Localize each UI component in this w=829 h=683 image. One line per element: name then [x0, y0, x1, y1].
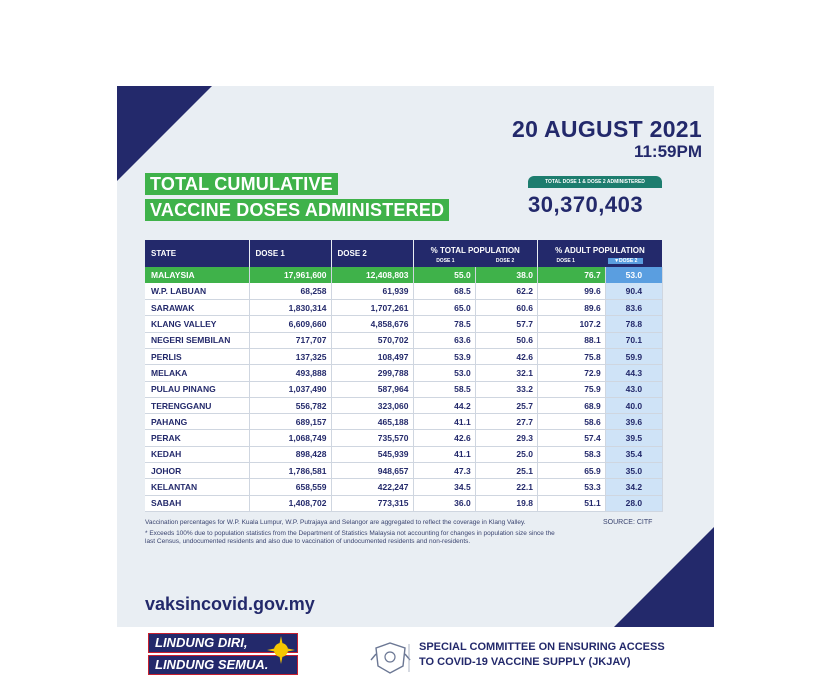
source-label: SOURCE: CITF	[603, 519, 653, 526]
cell-dose2: 4,858,676	[331, 316, 413, 332]
cell-state: W.P. LABUAN	[145, 283, 249, 299]
cell-ad2: 39.6	[605, 414, 662, 430]
cell-tot1: 34.5	[413, 479, 475, 495]
cell-ad1: 75.8	[537, 348, 605, 364]
cell-state: PERLIS	[145, 348, 249, 364]
campaign-logo	[148, 633, 298, 675]
cell-state: KLANG VALLEY	[145, 316, 249, 332]
header-pct-total	[413, 240, 537, 267]
header-state: STATE	[145, 240, 249, 267]
table-row	[145, 348, 663, 364]
time-text: 11:59PM	[633, 142, 702, 161]
cell-ad1: 68.9	[537, 397, 605, 413]
cell-ad1: 75.9	[537, 381, 605, 397]
table-row	[145, 300, 663, 316]
table-row	[145, 283, 663, 299]
cell-tot2: 25.1	[475, 463, 537, 479]
cell-ad2: 83.6	[605, 300, 662, 316]
sun-flag-icon	[266, 635, 296, 665]
cell-dose2: 773,315	[331, 495, 413, 511]
corner-triangle-top-left	[117, 86, 212, 181]
committee-line-1: SPECIAL COMMITTEE ON ENSURING ACCESS	[419, 641, 665, 653]
cell-dose1: 898,428	[249, 446, 331, 462]
report-date	[512, 116, 702, 162]
cell-tot2: 22.1	[475, 479, 537, 495]
cell-dose1: 6,609,660	[249, 316, 331, 332]
cell-state: TERENGGANU	[145, 397, 249, 413]
cell-tot2: 29.3	[475, 430, 537, 446]
cell-tot2: 60.6	[475, 300, 537, 316]
cell-ad2: 78.8	[605, 316, 662, 332]
table-row	[145, 381, 663, 397]
cell-dose2: 735,570	[331, 430, 413, 446]
cell-dose1: 137,325	[249, 348, 331, 364]
cell-tot1: 36.0	[413, 495, 475, 511]
cell-ad1: 88.1	[537, 332, 605, 348]
cell-tot2: 25.7	[475, 397, 537, 413]
cell-ad1: 53.3	[537, 479, 605, 495]
cell-dose2: 61,939	[331, 283, 413, 299]
cell-tot1: 55.0	[413, 267, 475, 283]
total-doses-value: 30,370,403	[528, 192, 644, 217]
cell-tot1: 47.3	[413, 463, 475, 479]
cell-ad1: 72.9	[537, 365, 605, 381]
cell-dose1: 17,961,600	[249, 267, 331, 283]
cell-state: SABAH	[145, 495, 249, 511]
footnotes	[145, 519, 565, 549]
table-row-national	[145, 267, 663, 283]
cell-ad2: 39.5	[605, 430, 662, 446]
cell-tot2: 57.7	[475, 316, 537, 332]
cell-tot1: 65.0	[413, 300, 475, 316]
footnote-aggregation: Vaccination percentages for W.P. Kuala Lumpur, W.P. Putrajaya and Selangor are aggregated to reflect the coverage in Klang Valley.	[145, 519, 526, 526]
cell-ad1: 58.3	[537, 446, 605, 462]
cell-state: SARAWAK	[145, 300, 249, 316]
table-row	[145, 397, 663, 413]
cell-dose2: 12,408,803	[331, 267, 413, 283]
header-dose1: DOSE 1	[249, 240, 331, 267]
committee-line-2: TO COVID-19 VACCINE SUPPLY (JKJAV)	[419, 656, 631, 668]
cell-dose2: 108,497	[331, 348, 413, 364]
cell-ad1: 99.6	[537, 283, 605, 299]
cell-tot1: 78.5	[413, 316, 475, 332]
cell-state: PULAU PINANG	[145, 381, 249, 397]
vaccination-table	[145, 240, 663, 512]
cell-ad2: 90.4	[605, 283, 662, 299]
cell-dose2: 465,188	[331, 414, 413, 430]
table-header-row	[145, 240, 663, 267]
cell-dose1: 717,707	[249, 332, 331, 348]
table-row	[145, 430, 663, 446]
sub-header-dose1: DOSE 1	[436, 257, 455, 264]
cell-ad1: 51.1	[537, 495, 605, 511]
cell-ad1: 89.6	[537, 300, 605, 316]
cell-ad1: 58.6	[537, 414, 605, 430]
cell-dose1: 556,782	[249, 397, 331, 413]
table-row	[145, 446, 663, 462]
table-row	[145, 495, 663, 511]
corner-triangle-bottom-right	[614, 527, 714, 627]
cell-tot1: 53.0	[413, 365, 475, 381]
total-doses-label: TOTAL DOSE 1 & DOSE 2 ADMINISTERED	[528, 176, 662, 188]
cell-tot1: 58.5	[413, 381, 475, 397]
cell-state: PERAK	[145, 430, 249, 446]
sub-header-dose2: DOSE 2	[495, 257, 515, 264]
cell-ad1: 57.4	[537, 430, 605, 446]
cell-tot2: 62.2	[475, 283, 537, 299]
cell-dose1: 658,559	[249, 479, 331, 495]
cell-state: KELANTAN	[145, 479, 249, 495]
cell-ad2: 53.0	[605, 267, 662, 283]
cell-dose1: 1,068,749	[249, 430, 331, 446]
cell-dose1: 1,037,490	[249, 381, 331, 397]
cell-dose1: 1,830,314	[249, 300, 331, 316]
cell-dose2: 422,247	[331, 479, 413, 495]
cell-ad2: 40.0	[605, 397, 662, 413]
sub-header-dose1: DOSE 1	[556, 257, 575, 264]
cell-state: MELAKA	[145, 365, 249, 381]
cell-tot1: 41.1	[413, 446, 475, 462]
cell-state: MALAYSIA	[145, 267, 249, 283]
cell-dose2: 545,939	[331, 446, 413, 462]
table-row	[145, 414, 663, 430]
slogan-line-1: LINDUNG DIRI,	[148, 633, 298, 653]
cell-tot2: 33.2	[475, 381, 537, 397]
cell-ad2: 43.0	[605, 381, 662, 397]
cell-ad2: 34.2	[605, 479, 662, 495]
cell-state: JOHOR	[145, 463, 249, 479]
cell-ad1: 107.2	[537, 316, 605, 332]
header-pct-total-label: % TOTAL POPULATION	[430, 245, 520, 255]
cell-tot1: 41.1	[413, 414, 475, 430]
cell-tot2: 19.8	[475, 495, 537, 511]
cell-tot2: 25.0	[475, 446, 537, 462]
infographic-card	[117, 86, 714, 627]
cell-tot1: 63.6	[413, 332, 475, 348]
page-title	[145, 173, 449, 225]
cell-dose2: 299,788	[331, 365, 413, 381]
title-line-2: VACCINE DOSES ADMINISTERED	[145, 199, 449, 221]
cell-tot2: 32.1	[475, 365, 537, 381]
title-line-1: TOTAL CUMULATIVE	[145, 173, 338, 195]
cell-tot2: 38.0	[475, 267, 537, 283]
sub-header-dose2-sorted: ▼DOSE 2	[608, 258, 643, 264]
header-pct-adult-label: % ADULT POPULATION	[555, 245, 645, 255]
cell-state: PAHANG	[145, 414, 249, 430]
cell-ad1: 65.9	[537, 463, 605, 479]
footnote-exceeds: * Exceeds 100% due to population statistics from the Department of Statistics Malaysia not accounting for changes in population size since the last Census, undocumented residents and also due to vaccination of undocumented residents and non-residents.	[145, 530, 555, 545]
cell-tot2: 27.7	[475, 414, 537, 430]
cell-dose2: 323,060	[331, 397, 413, 413]
date-text: 20 AUGUST 2021	[512, 116, 702, 142]
cell-tot1: 44.2	[413, 397, 475, 413]
cell-dose1: 1,786,581	[249, 463, 331, 479]
cell-ad1: 76.7	[537, 267, 605, 283]
committee-name	[419, 640, 665, 670]
cell-dose1: 689,157	[249, 414, 331, 430]
cell-ad2: 59.9	[605, 348, 662, 364]
coat-of-arms-icon	[368, 640, 413, 676]
cell-state: NEGERI SEMBILAN	[145, 332, 249, 348]
table-row	[145, 479, 663, 495]
cell-dose2: 1,707,261	[331, 300, 413, 316]
cell-ad2: 35.4	[605, 446, 662, 462]
cell-ad2: 70.1	[605, 332, 662, 348]
cell-dose2: 587,964	[331, 381, 413, 397]
table-row	[145, 332, 663, 348]
cell-tot1: 68.5	[413, 283, 475, 299]
cell-ad2: 28.0	[605, 495, 662, 511]
cell-dose2: 948,657	[331, 463, 413, 479]
cell-tot2: 42.6	[475, 348, 537, 364]
cell-tot1: 53.9	[413, 348, 475, 364]
header-dose2: DOSE 2	[331, 240, 413, 267]
cell-tot1: 42.6	[413, 430, 475, 446]
cell-tot2: 50.6	[475, 332, 537, 348]
table-row	[145, 316, 663, 332]
slogan-line-2: LINDUNG SEMUA.	[148, 655, 298, 675]
website-url[interactable]: vaksincovid.gov.my	[145, 594, 315, 614]
header-pct-adult	[537, 240, 662, 267]
cell-state: KEDAH	[145, 446, 249, 462]
cell-dose1: 1,408,702	[249, 495, 331, 511]
table-row	[145, 463, 663, 479]
table-row	[145, 365, 663, 381]
cell-ad2: 35.0	[605, 463, 662, 479]
cell-dose1: 493,888	[249, 365, 331, 381]
cell-dose1: 68,258	[249, 283, 331, 299]
cell-dose2: 570,702	[331, 332, 413, 348]
cell-ad2: 44.3	[605, 365, 662, 381]
